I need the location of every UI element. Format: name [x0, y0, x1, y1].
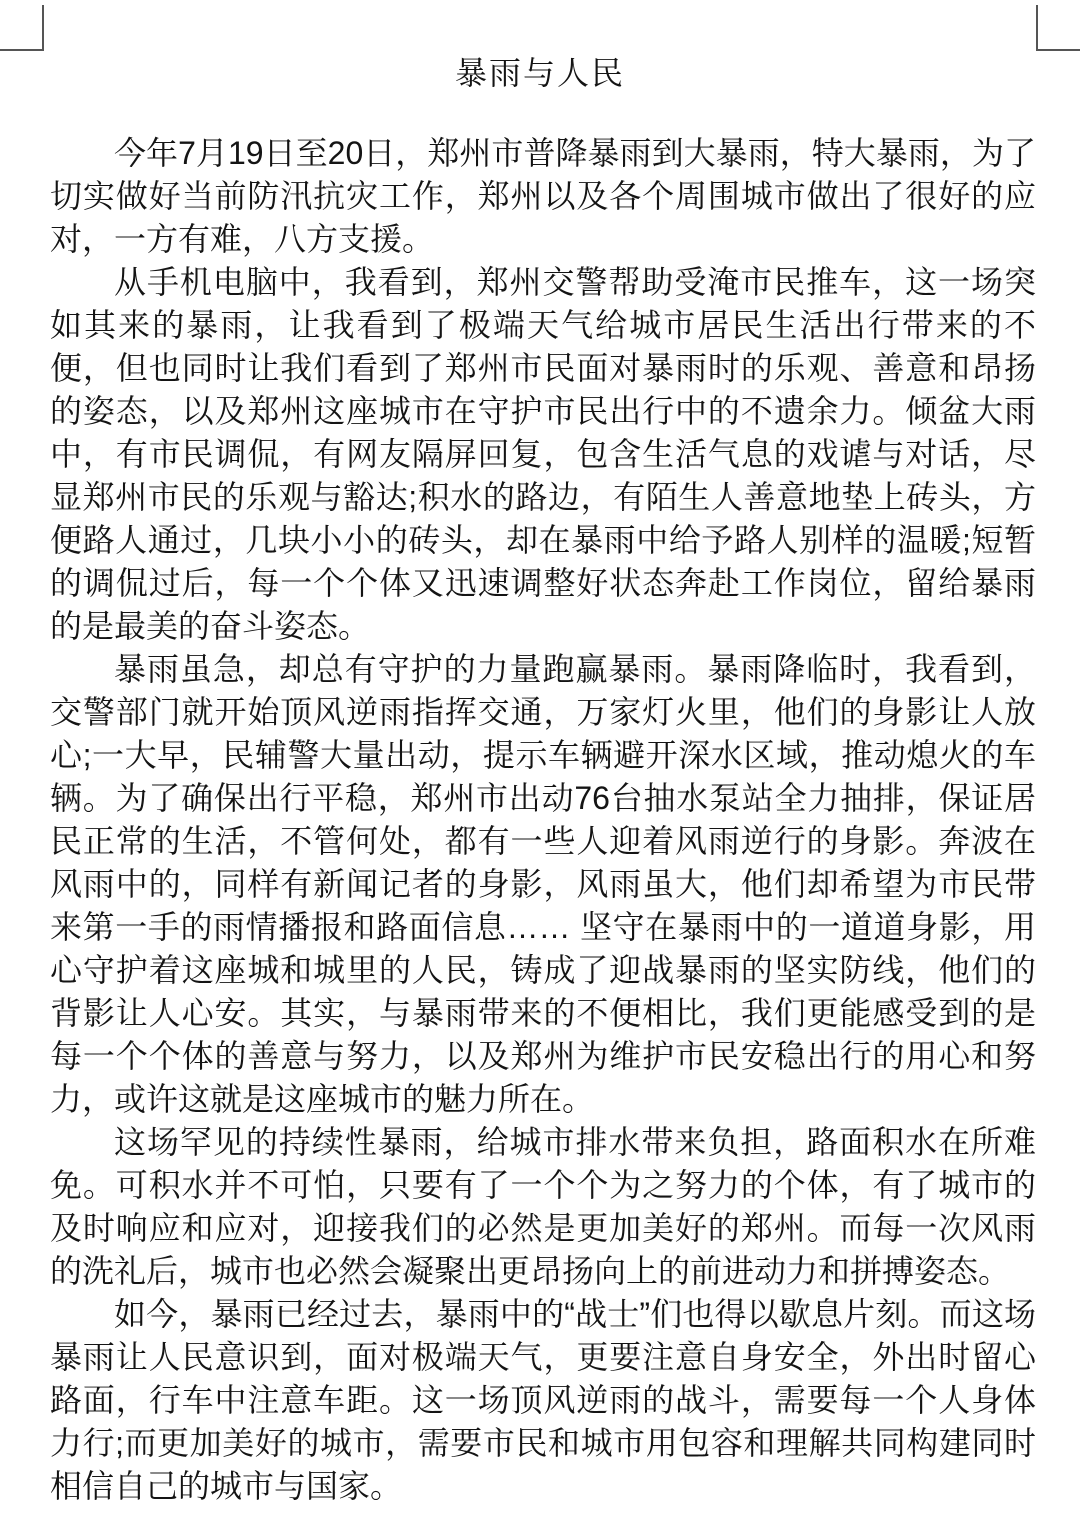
essay-paragraph: 从手机电脑中，我看到，郑州交警帮助受淹市民推车，这一场突如其来的暴雨，让我看到了极端天气给城市居民生活出行带来的不便，但也同时让我们看到了郑州市民面对暴雨时的乐观、善意和昂扬的姿态，以及郑州这座城市在守护市民出行中的不遗余力。倾盆大雨中，有市民调侃，有网友隔屏回复，包含生活气息的戏谑与对话，尽显郑州市民的乐观与豁达;积水的路边，有陌生人善意地垫上砖头，方便路人通过，几块小小的砖头，却在暴雨中给予路人别样的温暖;短暂的调侃过后，每一个个体又迅速调整好状态奔赴工作岗位，留给暴雨的是最美的奋斗姿态。	[50, 264, 1036, 644]
page-title: 暴雨与人民	[454, 55, 625, 91]
essay-paragraph: 暴雨虽急，却总有守护的力量跑赢暴雨。暴雨降临时，我看到，交警部门就开始顶风逆雨指挥交通，万家灯火里，他们的身影让人放心;一大早，民辅警大量出动，提示车辆避开深水区域，推动熄火的车辆。为了确保出行平稳，郑州市出动76台抽水泵站全力抽排，保证居民正常的生活，不管何处，都有一些人迎着风雨逆行的身影。奔波在风雨中的，同样有新闻记者的身影，风雨虽大，他们却希望为市民带来第一手的雨情播报和路面信息…… 坚守在暴雨中的一道道身影，用心守护着这座城和城里的人民，铸成了迎战暴雨的坚实防线，他们的背影让人心安。其实，与暴雨带来的不便相比，我们更能感受到的是每一个个体的善意与努力，以及郑州为维护市民安稳出行的用心和努力，或许这就是这座城市的魅力所在。	[50, 651, 1036, 1117]
essay-body	[0, 132, 1080, 1508]
essay-paragraph: 今年7月19日至20日，郑州市普降暴雨到大暴雨，特大暴雨，为了切实做好当前防汛抗灾工作，郑州以及各个周围城市做出了很好的应对，一方有难，八方支援。	[50, 135, 1036, 257]
crop-corner-left-icon	[0, 5, 44, 51]
essay-paragraph: 如今，暴雨已经过去，暴雨中的“战士”们也得以歇息片刻。而这场暴雨让人民意识到，面对极端天气，更要注意自身安全，外出时留心路面，行车中注意车距。这一场顶风逆雨的战斗，需要每一个人身体力行;而更加美好的城市，需要市民和城市用包容和理解共同构建同时相信自己的城市与国家。	[50, 1296, 1036, 1504]
essay-paragraph: 这场罕见的持续性暴雨，给城市排水带来负担，路面积水在所难免。可积水并不可怕，只要有了一个个为之努力的个体，有了城市的及时响应和应对，迎接我们的必然是更加美好的郑州。而每一次风雨的洗礼后，城市也必然会凝聚出更昂扬向上的前进动力和拼搏姿态。	[50, 1124, 1036, 1289]
crop-corner-right-icon	[1036, 5, 1080, 51]
